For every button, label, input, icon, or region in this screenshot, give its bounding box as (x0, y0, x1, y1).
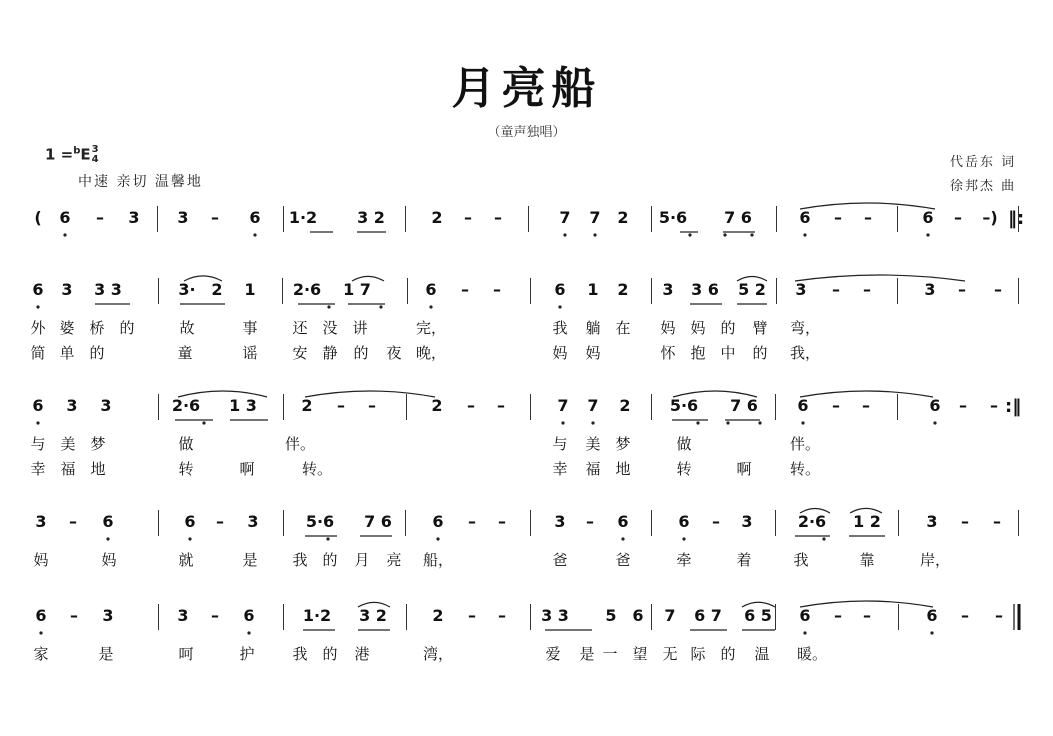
octave-dot (930, 631, 933, 634)
lyric-verse-2: 幸 (552, 460, 568, 478)
lyric-verse-1: 是 (579, 645, 595, 663)
octave-dot (933, 421, 936, 424)
composer-credit: 徐邦杰 曲 (950, 179, 1017, 194)
note-token: 3 (61, 280, 73, 299)
note-token: 3 (177, 606, 189, 625)
note-token: – (958, 280, 966, 299)
octave-dot (558, 305, 561, 308)
subtitle: （童声独唱） (487, 125, 566, 140)
note-token: – (863, 606, 871, 625)
lyric-verse-2: 转。 (789, 460, 821, 478)
note-token: 6 (678, 512, 690, 531)
lyric-verse-1: 爱 (545, 645, 561, 663)
lyric-verse-1: 的 (322, 551, 338, 569)
note-token: 2 (301, 396, 313, 415)
octave-dot (379, 305, 382, 308)
lyric-verse-1: 梦 (615, 435, 631, 453)
octave-dot (688, 233, 691, 236)
lyric-verse-1: 我 (793, 551, 809, 569)
note-token: 6 7 (694, 606, 722, 625)
note-token: 6 5 (744, 606, 772, 625)
note-token: 3 (662, 280, 674, 299)
lyricist-credit: 代岳东 词 (950, 155, 1017, 170)
note-token: 7 6 (364, 512, 392, 531)
note-token: 6 (554, 280, 566, 299)
lyric-verse-2: 啊 (239, 460, 255, 478)
lyric-verse-2: 安 (292, 344, 308, 362)
note-token: 2 (431, 208, 443, 227)
lyric-verse-1: 妈 (690, 319, 706, 337)
note-token: 2·6 (292, 280, 322, 299)
note-token: 1 7 (343, 280, 371, 299)
lyric-verse-2: 福 (60, 460, 76, 478)
lyric-verse-2: 转。 (301, 460, 333, 478)
slur-arc (358, 602, 390, 607)
octave-dot (327, 305, 330, 308)
note-token: 2 (431, 396, 443, 415)
slur-arc (352, 276, 384, 281)
lyric-verse-1: 做 (178, 435, 194, 453)
lyric-verse-1: 是 (242, 551, 258, 569)
octave-dot (188, 537, 191, 540)
lyric-verse-2: 抱 (690, 344, 706, 362)
lyric-verse-2: 的 (353, 344, 369, 362)
lyric-verse-1: 牵 (676, 551, 692, 569)
octave-dot (822, 537, 825, 540)
note-token: 7 (559, 208, 571, 227)
lyric-verse-2: 童 (177, 344, 193, 362)
octave-dot (106, 537, 109, 540)
note-token: 6 (35, 606, 47, 625)
lyric-verse-2: 的 (752, 344, 768, 362)
tempo-marking: 中速 亲切 温馨地 (78, 174, 203, 190)
note-token: – (493, 280, 501, 299)
lyric-verse-1: 温 (754, 645, 770, 663)
lyric-verse-1: 暖。 (796, 645, 828, 663)
lyric-verse-1: 无 (662, 645, 678, 663)
note-token: – (832, 396, 840, 415)
lyric-verse-1: 梦 (90, 435, 106, 453)
lyric-verse-1: 着 (736, 551, 752, 569)
lyric-verse-1: 美 (585, 435, 601, 453)
note-token: 6 (249, 208, 261, 227)
octave-dot (723, 233, 726, 236)
slur-arc (850, 508, 882, 513)
note-token: – (464, 208, 472, 227)
note-token: 2 (432, 606, 444, 625)
lyric-verse-1: 婆 (59, 319, 75, 337)
key-note: E (80, 145, 91, 164)
note-token: 5 (605, 606, 617, 625)
note-token: 3 (100, 396, 112, 415)
note-token: 7 (557, 396, 569, 415)
octave-dot (253, 233, 256, 236)
note-token: 7 (589, 208, 601, 227)
lyric-verse-1: 妈 (101, 551, 117, 569)
note-token: 3 (66, 396, 78, 415)
note-token: 3 (554, 512, 566, 531)
lyric-verse-1: 呵 (178, 645, 194, 663)
lyric-verse-1: 没 (322, 319, 338, 337)
note-token: 5·6 (305, 512, 335, 531)
octave-dot (202, 421, 205, 424)
lyric-verse-1: 事 (242, 319, 258, 337)
lyric-verse-2: 地 (615, 460, 631, 478)
lyric-verse-2: 的 (89, 344, 105, 362)
note-token: – (995, 606, 1003, 625)
note-token: – (961, 512, 969, 531)
octave-dot (436, 537, 439, 540)
note-token: 3 (741, 512, 753, 531)
lyric-verse-1: 的 (322, 645, 338, 663)
note-token: – (498, 512, 506, 531)
octave-dot (63, 233, 66, 236)
note-token: 6 (929, 396, 941, 415)
lyric-verse-1: 完， (415, 319, 447, 337)
lyric-verse-1: 外 (30, 319, 46, 337)
slur-arc (800, 509, 830, 514)
note-token: 3 (926, 512, 938, 531)
note-token: – (96, 208, 104, 227)
octave-dot (39, 631, 42, 634)
note-token: 3 (247, 512, 259, 531)
note-token: 6 (922, 208, 934, 227)
octave-dot (803, 631, 806, 634)
octave-dot (591, 421, 594, 424)
lyric-verse-1: 是 (98, 645, 114, 663)
slur-arc (305, 391, 435, 397)
lyric-verse-1: 还 (292, 319, 308, 337)
note-token: 5 2 (738, 280, 766, 299)
note-token: 6 (425, 280, 437, 299)
octave-dot (429, 305, 432, 308)
lyric-verse-1: 的 (720, 319, 736, 337)
note-token: 6 (799, 208, 811, 227)
note-token: 6 (797, 396, 809, 415)
note-token: – (498, 606, 506, 625)
note-token: 6 (926, 606, 938, 625)
lyric-verse-2: 妈 (552, 344, 568, 362)
lyric-verse-1: 亮 (386, 551, 402, 569)
repeat-end-sign: :‖ (1005, 396, 1022, 417)
lyric-verse-2: 地 (90, 460, 106, 478)
note-token: – (468, 606, 476, 625)
note-token: – (468, 512, 476, 531)
lyric-verse-1: 船， (422, 551, 454, 569)
note-token: 2 (617, 208, 629, 227)
octave-dot (926, 233, 929, 236)
octave-dot (696, 421, 699, 424)
note-token: 2 (619, 396, 631, 415)
lyric-verse-2: 转 (676, 460, 692, 478)
octave-dot (726, 421, 729, 424)
octave-dot (563, 233, 566, 236)
lyric-verse-1: 爸 (615, 551, 631, 569)
lyric-verse-1: 美 (60, 435, 76, 453)
note-token: 3 (102, 606, 114, 625)
lyric-verse-1: 桥 (89, 319, 105, 337)
note-token: 7 6 (724, 208, 752, 227)
lyric-verse-2: 转 (178, 460, 194, 478)
note-token: – (586, 512, 594, 531)
lyric-verse-2: 啊 (736, 460, 752, 478)
lyric-verse-1: 际 (690, 645, 706, 663)
note-token: 1·2 (288, 208, 318, 227)
key-prefix: 1 = (45, 145, 74, 164)
flat-sign: b (73, 145, 81, 157)
note-token: 1 (244, 280, 256, 299)
lyric-verse-1: 靠 (859, 551, 875, 569)
octave-dot (326, 537, 329, 540)
note-token: – (959, 396, 967, 415)
note-token: 3 (128, 208, 140, 227)
note-token: 3 (177, 208, 189, 227)
time-bottom: 4 (91, 154, 99, 165)
slur-arc (673, 391, 757, 397)
note-token: 6 (799, 606, 811, 625)
slur-arc (742, 602, 775, 607)
lyric-verse-2: 谣 (242, 344, 258, 362)
lyric-verse-2: 单 (59, 344, 75, 362)
note-token: –) (982, 208, 998, 227)
lyric-verse-1: 港 (354, 645, 370, 663)
lyric-verse-2: 幸 (30, 460, 46, 478)
lyric-verse-1: 讲 (352, 319, 368, 337)
lyric-verse-1: 伴。 (789, 435, 821, 453)
note-token: 1 3 (229, 396, 257, 415)
note-token: – (864, 208, 872, 227)
note-token: 3 3 (541, 606, 569, 625)
lyric-verse-1: 做 (676, 435, 692, 453)
lyric-verse-1: 就 (178, 551, 194, 569)
octave-dot (36, 421, 39, 424)
lyric-verse-1: 故 (179, 319, 195, 337)
slur-arc (178, 391, 267, 397)
note-token: 6 (632, 606, 644, 625)
lyric-verse-2: 中 (720, 344, 736, 362)
repeat-start-sign: ‖: (1008, 208, 1025, 229)
note-token: – (461, 280, 469, 299)
note-token: 3 (924, 280, 936, 299)
lyric-verse-1: 家 (33, 645, 49, 663)
octave-dot (801, 421, 804, 424)
note-token: – (337, 396, 345, 415)
note-token: – (211, 208, 219, 227)
note-token: – (712, 512, 720, 531)
note-token: 7 (664, 606, 676, 625)
lyric-verse-1: 在 (615, 319, 631, 337)
note-token: 6 (32, 280, 44, 299)
note-token: 7 (587, 396, 599, 415)
note-token: 3 3 (94, 280, 122, 299)
slur-arc (737, 277, 767, 282)
note-token: 3 2 (359, 606, 387, 625)
lyric-verse-1: 妈 (660, 319, 676, 337)
note-token: – (961, 606, 969, 625)
note-token: – (834, 606, 842, 625)
octave-dot (593, 233, 596, 236)
slur-arc (184, 276, 222, 281)
lyric-verse-1: 月 (354, 551, 370, 569)
octave-dot (758, 421, 761, 424)
note-token: – (70, 606, 78, 625)
note-token: 3 (795, 280, 807, 299)
lyric-verse-1: 弯， (789, 319, 821, 337)
time-top: 3 (91, 144, 99, 155)
lyric-verse-1: 护 (239, 645, 255, 663)
slur-arc (795, 275, 965, 281)
note-token: – (993, 512, 1001, 531)
note-token: 7 6 (730, 396, 758, 415)
lyric-verse-1: 臂 (752, 319, 768, 337)
lyric-verse-1: 爸 (552, 551, 568, 569)
note-token: – (862, 396, 870, 415)
slur-arc (800, 601, 933, 607)
octave-dot (561, 421, 564, 424)
note-token: – (211, 606, 219, 625)
note-token: 6 (617, 512, 629, 531)
octave-dot (247, 631, 250, 634)
slur-arc (800, 203, 935, 209)
note-token: – (863, 280, 871, 299)
note-token: 6 (102, 512, 114, 531)
note-token: 6 (32, 396, 44, 415)
lyric-verse-1: 与 (552, 435, 568, 453)
note-token: 1 2 (853, 512, 881, 531)
page-title: 月亮船 (451, 63, 602, 114)
note-token: – (832, 280, 840, 299)
note-token: – (467, 396, 475, 415)
note-token: 3 (35, 512, 47, 531)
note-token: 3 6 (691, 280, 719, 299)
octave-dot (682, 537, 685, 540)
note-token: 5·6 (658, 208, 688, 227)
note-token: 2 (617, 280, 629, 299)
lyric-verse-2: 晚， (415, 344, 447, 362)
lyric-verse-1: 岸， (919, 551, 951, 569)
note-token: – (954, 208, 962, 227)
octave-dot (621, 537, 624, 540)
lyric-verse-1: 我 (552, 319, 568, 337)
lyric-verse-1: 我 (292, 645, 308, 663)
octave-dot (36, 305, 39, 308)
note-token: 1·2 (302, 606, 332, 625)
lyric-verse-1: 躺 (585, 319, 601, 337)
note-token: – (834, 208, 842, 227)
lyric-verse-2: 妈 (585, 344, 601, 362)
note-token: ( (34, 208, 42, 227)
lyric-verse-1: 妈 (33, 551, 49, 569)
note-token: 2·6 (171, 396, 201, 415)
lyric-verse-1: 望 (632, 645, 648, 663)
note-token: 6 (432, 512, 444, 531)
lyric-verse-1: 的 (119, 319, 135, 337)
note-token: 3· (178, 280, 196, 299)
lyric-verse-2: 静 (322, 344, 338, 362)
lyric-verse-2: 夜 (386, 344, 402, 362)
note-token: – (494, 208, 502, 227)
note-token: – (497, 396, 505, 415)
note-token: 1 (587, 280, 599, 299)
lyric-verse-1: 与 (30, 435, 46, 453)
lyric-verse-2: 福 (585, 460, 601, 478)
note-token: 2·6 (797, 512, 827, 531)
octave-dot (750, 233, 753, 236)
note-token: 6 (184, 512, 196, 531)
lyric-verse-1: 湾， (422, 645, 454, 663)
note-token: – (368, 396, 376, 415)
octave-dot (803, 233, 806, 236)
lyric-verse-1: 一 (602, 645, 618, 663)
note-token: – (216, 512, 224, 531)
lyric-verse-2: 简 (30, 344, 46, 362)
note-token: – (69, 512, 77, 531)
note-token: 3 2 (357, 208, 385, 227)
slur-arc (800, 391, 933, 397)
lyric-verse-1: 的 (720, 645, 736, 663)
lyric-verse-1: 我 (292, 551, 308, 569)
lyric-verse-1: 伴。 (284, 435, 316, 453)
lyric-verse-2: 怀 (660, 344, 676, 362)
note-token: 5·6 (669, 396, 699, 415)
note-token: 6 (59, 208, 71, 227)
note-token: – (990, 396, 998, 415)
note-token: 6 (243, 606, 255, 625)
note-token: 2 (211, 280, 223, 299)
note-token: – (994, 280, 1002, 299)
lyric-verse-2: 我， (789, 344, 821, 362)
